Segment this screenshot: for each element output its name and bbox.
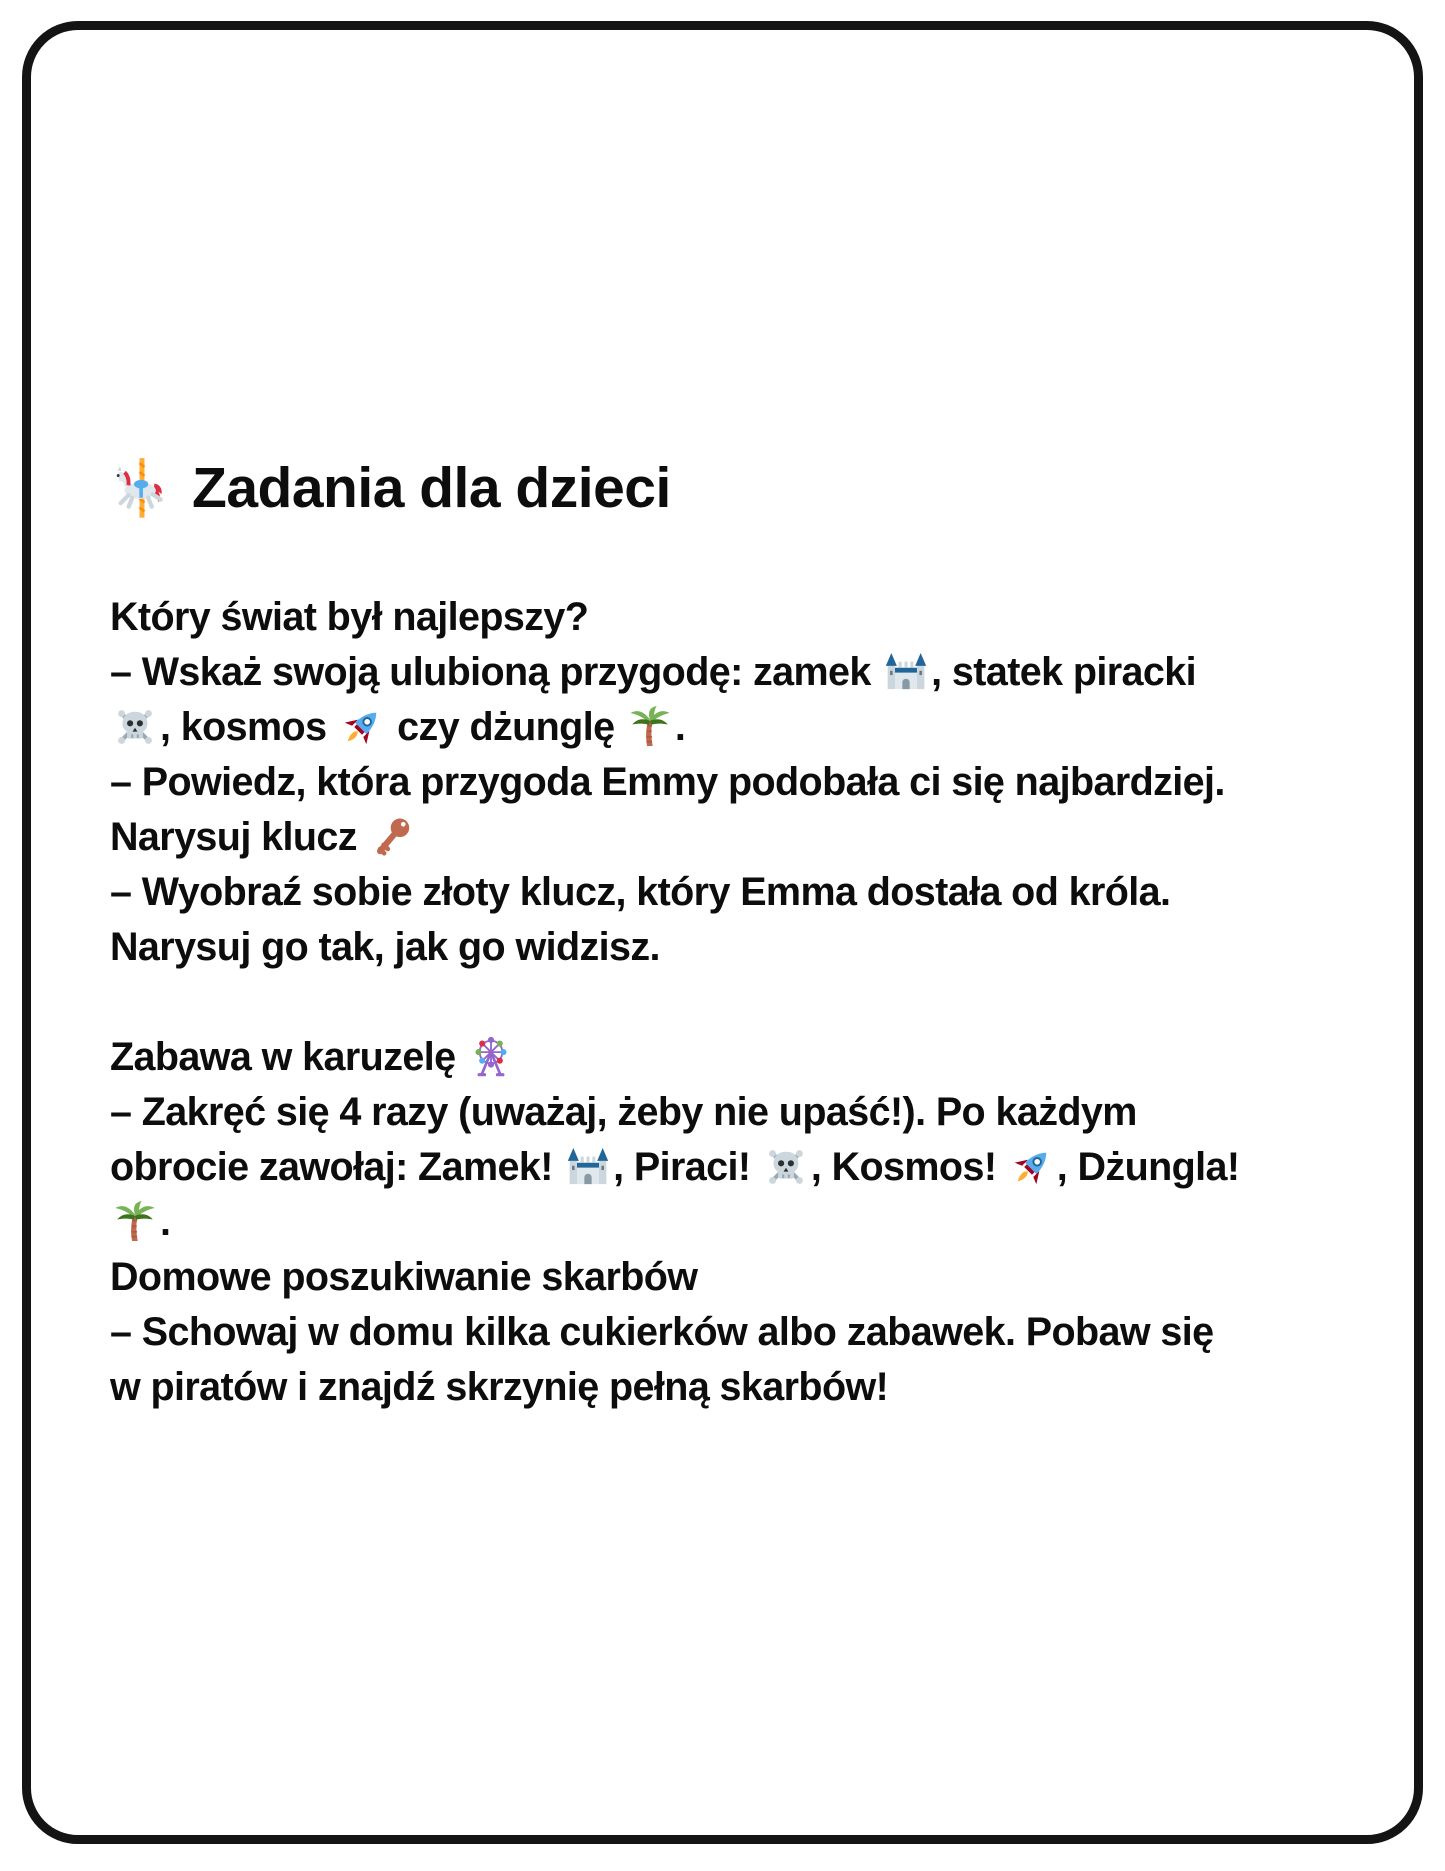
text-run: – Zakręć się 4 razy (uważaj, żeby nie upaść!). Po każdym	[110, 1090, 1137, 1134]
paragraph	[110, 1030, 1360, 1415]
text-run: w piratów i znajdź skrzynię pełną skarbów!	[110, 1365, 889, 1409]
paragraph	[110, 590, 1360, 975]
text-run: , Piraci!	[613, 1145, 761, 1189]
castle-icon	[566, 1145, 610, 1189]
text-line	[110, 865, 1360, 920]
palm-tree-icon	[628, 705, 672, 749]
text-run: , Kosmos!	[810, 1145, 1007, 1189]
text-run: czy dżunglę	[386, 705, 625, 749]
ferris-wheel-icon	[469, 1035, 513, 1079]
text-run: obrocie zawołaj: Zamek!	[110, 1145, 564, 1189]
text-line	[110, 810, 1360, 865]
page-title	[110, 452, 1360, 524]
key-icon	[370, 815, 414, 859]
text-run: Zabawa w karuzelę	[110, 1035, 466, 1079]
text-run: .	[674, 705, 686, 749]
rocket-icon	[340, 705, 384, 749]
rocket-icon	[1010, 1145, 1054, 1189]
text-run: Narysuj klucz	[110, 815, 368, 859]
text-run: , statek piracki	[931, 650, 1197, 694]
skull-crossbones-icon	[764, 1145, 808, 1189]
text-run: , kosmos	[160, 705, 337, 749]
palm-tree-icon	[113, 1200, 157, 1244]
text-line	[110, 1085, 1360, 1140]
castle-icon	[884, 650, 928, 694]
page-content	[110, 452, 1360, 1415]
skull-crossbones-icon	[113, 705, 157, 749]
text-run: Domowe poszukiwanie skarbów	[110, 1255, 698, 1299]
carousel-horse-icon	[110, 456, 174, 520]
text-run: – Wskaż swoją ulubioną przygodę: zamek	[110, 650, 882, 694]
text-line	[110, 1195, 1360, 1250]
page-title-text: Zadania dla dzieci	[192, 456, 671, 520]
text-line	[110, 1305, 1360, 1360]
text-line	[110, 1140, 1360, 1195]
text-line	[110, 1250, 1360, 1305]
paragraphs	[110, 590, 1360, 1415]
text-run: – Wyobraź sobie złoty klucz, który Emma dostała od króla.	[110, 870, 1171, 914]
text-run: – Schowaj w domu kilka cukierków albo zabawek. Pobaw się	[110, 1310, 1214, 1354]
text-line	[110, 1360, 1360, 1415]
text-run: Narysuj go tak, jak go widzisz.	[110, 925, 660, 969]
text-run: – Powiedz, która przygoda Emmy podobała ci się najbardziej.	[110, 760, 1225, 804]
text-line	[110, 700, 1360, 755]
text-line	[110, 755, 1360, 810]
text-line	[110, 920, 1360, 975]
text-run: .	[160, 1200, 171, 1244]
text-run: Który świat był najlepszy?	[110, 595, 589, 639]
text-line	[110, 645, 1360, 700]
text-run: , Dżungla!	[1056, 1145, 1240, 1189]
text-line	[110, 1030, 1360, 1085]
text-line	[110, 590, 1360, 645]
